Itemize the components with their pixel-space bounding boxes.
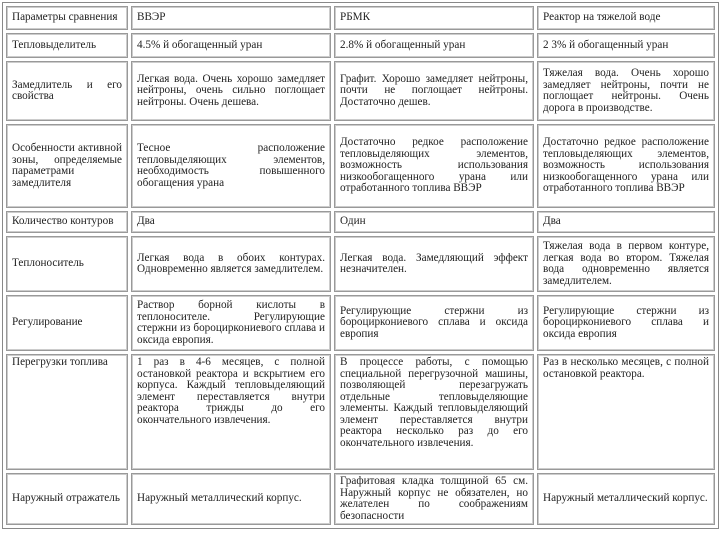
rbmk-cell: Графит. Хорошо замедляет нейтроны, почти не поглощает нейтроны. Достаточно дешев. (334, 61, 534, 121)
table-row (6, 473, 715, 525)
heavy-water-cell: Достаточно редкое расположение тепловыделяющих элементов, возможность использования низкообогащенного урана или отработанного топлива ВВЭР (537, 124, 715, 208)
table-row (6, 211, 715, 233)
table-row (6, 33, 715, 58)
table-row (6, 295, 715, 351)
param-cell: Перегрузки топлива (6, 354, 128, 470)
heavy-water-cell: 2 3% й обогащенный уран (537, 33, 715, 58)
param-cell: Количество контуров (6, 211, 128, 233)
rbmk-cell: Графитовая кладка толщиной 65 см. Наружный корпус не обязателен, но желателен по соображениям безопасности (334, 473, 534, 525)
param-cell: Регулирование (6, 295, 128, 351)
heavy-water-cell: Регулирующие стержни из бороциркониевого сплава и оксида европия (537, 295, 715, 351)
reactor-comparison-table (2, 2, 719, 529)
table-row (6, 354, 715, 470)
param-cell: Тепловыделитель (6, 33, 128, 58)
heavy-water-cell: Тяжелая вода. Очень хорошо замедляет нейтроны, почти не поглощает нейтроны. Очень дорога в производстве. (537, 61, 715, 121)
heavy-water-cell: Наружный металлический корпус. (537, 473, 715, 525)
header-cell: ВВЭР (131, 6, 331, 30)
param-cell: Теплоноситель (6, 236, 128, 292)
rbmk-cell: Легкая вода. Замедляющий эффект незначителен. (334, 236, 534, 292)
table-row (6, 236, 715, 292)
header-cell: Реактор на тяжелой воде (537, 6, 715, 30)
param-cell: Наружный отражатель (6, 473, 128, 525)
vver-cell: Тесное расположение тепловыделяющих элементов, необходимость повышенного обогащения урана (131, 124, 331, 208)
rbmk-cell: 2.8% й обогащенный уран (334, 33, 534, 58)
table-row (6, 61, 715, 121)
table-row (6, 124, 715, 208)
rbmk-cell: Регулирующие стержни из бороциркониевого сплава и оксида европия (334, 295, 534, 351)
vver-cell: Два (131, 211, 331, 233)
param-cell: Особенности активной зоны, определяемые параметрами замедлителя (6, 124, 128, 208)
rbmk-cell: В процессе работы, с помощью специальной перегрузочной машины, позволяющей перезагружать отдельные тепловыделяющие элементы. Каждый тепловыделяющий элемент переставляется внутри реактора несколько раз до его окончательного извлечения. (334, 354, 534, 470)
header-row (6, 6, 715, 30)
rbmk-cell: Достаточно редкое расположение тепловыделяющих элементов, возможность использования низкообогащенного урана или отработанного топлива ВВЭР (334, 124, 534, 208)
vver-cell: Наружный металлический корпус. (131, 473, 331, 525)
heavy-water-cell: Раз в несколько месяцев, с полной остановкой реактора. (537, 354, 715, 470)
vver-cell: Легкая вода. Очень хорошо замедляет нейтроны, очень сильно поглощает нейтроны. Очень дешева. (131, 61, 331, 121)
header-cell: РБМК (334, 6, 534, 30)
vver-cell: Раствор борной кислоты в теплоносителе. Регулирующие стержни из бороциркониевого сплава и оксида европия. (131, 295, 331, 351)
vver-cell: Легкая вода в обоих контурах. Одновременно является замедлителем. (131, 236, 331, 292)
vver-cell: 4.5% й обогащенный уран (131, 33, 331, 58)
heavy-water-cell: Два (537, 211, 715, 233)
header-cell: Параметры сравнения (6, 6, 128, 30)
param-cell: Замедлитель и его свойства (6, 61, 128, 121)
rbmk-cell: Один (334, 211, 534, 233)
heavy-water-cell: Тяжелая вода в первом контуре, легкая вода во втором. Тяжелая вода одновременно является замедлителем. (537, 236, 715, 292)
vver-cell: 1 раз в 4-6 месяцев, с полной остановкой реактора и вскрытием его корпуса. Каждый тепловыделяющий элемент переставляется внутри реактора трижды до его окончательного извлечения. (131, 354, 331, 470)
